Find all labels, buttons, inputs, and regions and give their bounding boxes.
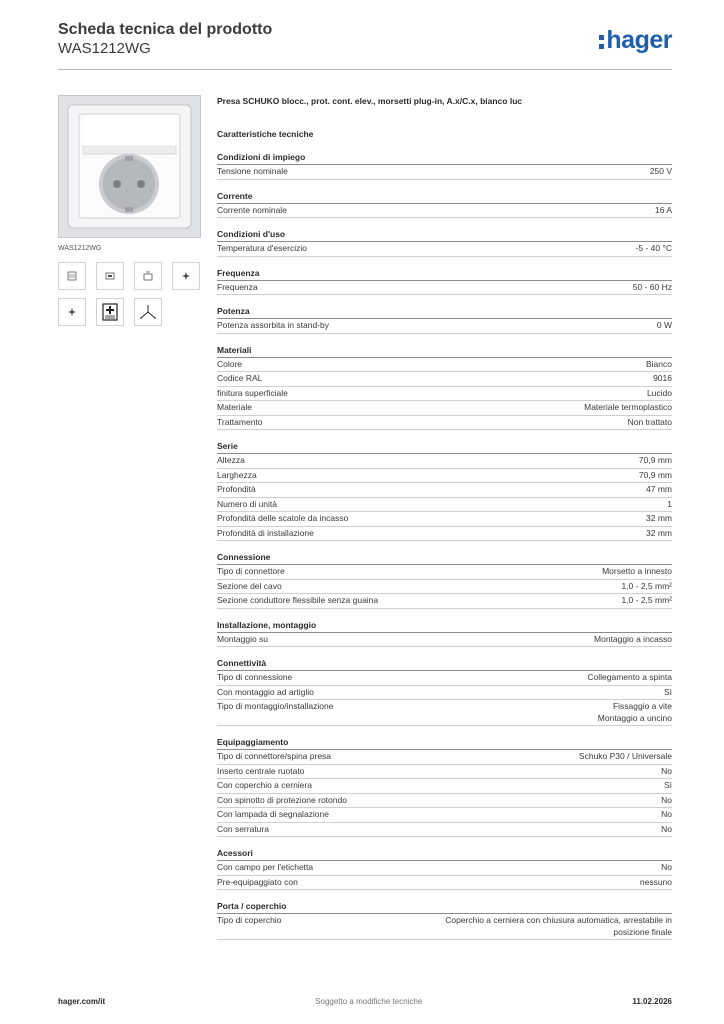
product-description: Presa SCHUKO blocc., prot. cont. elev., morsetti plug-in, A.x/C.x, bianco luc [217,96,523,106]
spec-row [217,671,672,686]
spec-label: Tensione nominale [217,166,288,176]
spec-label: Frequenza [217,281,258,292]
spec-label: Con serratura [217,823,269,834]
spec-row [217,594,672,609]
section-title: Potenza [217,305,672,319]
spec-row [217,750,672,765]
socket-icon-3 [134,262,162,290]
spec-section [217,190,672,219]
spec-value: Lucido [646,387,672,398]
product-image [58,95,201,238]
spec-row [217,580,672,595]
drop-test-icon [134,298,162,326]
spec-value: No [661,794,672,805]
spec-label: Larghezza [217,469,257,480]
spec-row [217,401,672,416]
spec-label: Profondità delle scatole da incasso [217,513,349,523]
spec-row [217,823,672,838]
spec-row [217,876,672,891]
spec-label: Materiale [217,402,252,412]
spec-section [217,267,672,296]
sections-container [217,151,672,940]
spec-label: Montaggio su [217,633,269,644]
spec-label: Con coperchio a cerniera [217,780,312,790]
spec-label: Sezione conduttore flessibile senza guaina [217,595,379,605]
section-title: Installazione, montaggio [217,619,672,633]
spec-label: Sezione del cavo [217,580,282,591]
spec-row [217,808,672,823]
spec-label: Tipo di connettore/spina presa [217,751,332,761]
section-title: Frequenza [217,267,672,281]
spec-value: No [661,765,672,776]
spec-label: Con spinotto di protezione rotondo [217,794,347,805]
page-header [58,20,672,70]
spec-row [217,319,672,334]
spec-section [217,228,672,257]
footer-note: Soggetto a modifiche tecniche [315,997,423,1006]
spec-value: 0 W [656,320,672,330]
spec-label: Codice RAL [217,373,263,383]
spec-label: Numero di unità [217,498,278,509]
page-title: Scheda tecnica del prodotto [58,21,273,38]
spec-value: 70,9 mm [638,469,672,480]
spec-label: Con montaggio ad artiglio [217,686,314,697]
logo-dots-icon [599,35,604,49]
spec-section [217,619,672,648]
spec-value: No [661,809,672,819]
spec-value: Sì [663,780,672,790]
spec-row [217,165,672,180]
spec-label: Temperatura d'esercizio [217,243,307,253]
spec-value: Fissaggio a vite Montaggio a uncino [597,701,672,723]
spec-section [217,440,672,541]
spec-row [217,779,672,794]
spec-value: Schuko P30 / Universale [578,751,672,761]
spec-label: Con lampada di segnalazione [217,809,329,819]
left-column [58,95,203,326]
section-title: Acessori [217,847,672,861]
spec-row [217,469,672,484]
spec-value: 1 [667,498,672,509]
spec-value: 16 A [654,204,672,215]
spec-value: -5 - 40 °C [635,243,672,253]
spec-row [217,483,672,498]
socket-icon-2 [96,262,124,290]
spec-row [217,527,672,542]
certification-icons [58,262,203,326]
spec-value: Coperchio a cerniera con chiusura automatica, arrestabile in posizione finale [445,915,672,937]
spec-section [217,900,672,940]
socket-icon-1 [58,262,86,290]
spec-value: Materiale termoplastico [584,402,672,412]
star-mark-icon-2 [58,298,86,326]
spec-value: 1,0 - 2,5 mm² [621,580,672,591]
spec-row [217,765,672,780]
spec-label: Trattamento [217,416,263,427]
technical-sheet [217,95,672,940]
spec-row [217,861,672,876]
spec-row [217,387,672,402]
section-title: Serie [217,440,672,454]
spec-row [217,281,672,296]
spec-value: 70,9 mm [638,455,672,465]
spec-value: 47 mm [646,484,672,494]
spec-row [217,358,672,373]
spec-label: Tipo di connessione [217,672,293,682]
section-title: Equipaggiamento [217,736,672,750]
product-code-heading: WAS1212WG [58,40,151,57]
plus-box-icon [96,298,124,326]
spec-row [217,633,672,648]
spec-value: 50 - 60 Hz [632,281,672,292]
spec-label: Tipo di coperchio [217,915,282,925]
spec-label: Profondità di installazione [217,527,314,538]
spec-label: Potenza assorbita in stand-by [217,320,329,330]
spec-row [217,498,672,513]
spec-row [217,416,672,431]
section-title: Materiali [217,344,672,358]
spec-label: Tipo di montaggio/installazione [217,701,334,711]
hager-logo[interactable] [599,26,672,55]
spec-row [217,372,672,387]
star-mark-icon [172,262,200,290]
spec-label: Corrente nominale [217,204,287,215]
section-title: Corrente [217,190,672,204]
spec-row [217,204,672,219]
spec-value: No [661,862,672,872]
spec-value: 32 mm [646,527,672,538]
product-code-label: WAS1212WG [58,245,102,252]
spec-row [217,686,672,701]
spec-value: 32 mm [646,513,672,523]
spec-section [217,151,672,180]
spec-section [217,551,672,609]
spec-value: Collegamento a spinta [587,672,672,682]
spec-row [217,242,672,257]
footer-website-link[interactable]: hager.com/it [58,997,106,1006]
main-section-title: Caratteristiche tecniche [217,129,314,139]
logo-text: hager [606,26,672,54]
spec-section [217,344,672,431]
spec-label: finitura superficiale [217,387,288,398]
spec-value: nessuno [639,876,672,887]
spec-section [217,736,672,837]
section-title: Connettività [217,657,672,671]
spec-row [217,454,672,469]
spec-row [217,565,672,580]
spec-section [217,847,672,890]
section-title: Condizioni d'uso [217,228,672,242]
section-title: Connessione [217,551,672,565]
spec-row [217,914,672,940]
spec-value: 250 V [649,166,672,176]
spec-label: Profondità [217,484,256,494]
spec-value: 1,0 - 2,5 mm² [621,595,672,605]
spec-value: No [661,823,672,834]
section-title: Condizioni di impiego [217,151,672,165]
spec-section [217,305,672,334]
footer-date: 11.02.2026 [632,997,672,1006]
spec-value: Montaggio a incasso [594,633,672,644]
socket-illustration [59,96,200,237]
spec-row [217,512,672,527]
spec-value: Morsetto a innesto [602,566,672,576]
spec-value: 9016 [653,373,672,383]
spec-label: Pre-equipaggiato con [217,876,298,887]
spec-value: Sì [663,686,672,697]
page-footer [58,997,672,1006]
spec-label: Colore [217,358,243,369]
spec-section [217,657,672,726]
spec-value: Non trattato [627,416,672,427]
spec-row [217,794,672,809]
spec-value: Bianco [646,358,672,369]
spec-label: Con campo per l'etichetta [217,862,314,872]
spec-label: Inserto centrale ruotato [217,765,305,776]
spec-label: Tipo di connettore [217,566,285,576]
section-title: Porta / coperchio [217,900,672,914]
spec-label: Altezza [217,455,245,465]
spec-row [217,700,672,726]
